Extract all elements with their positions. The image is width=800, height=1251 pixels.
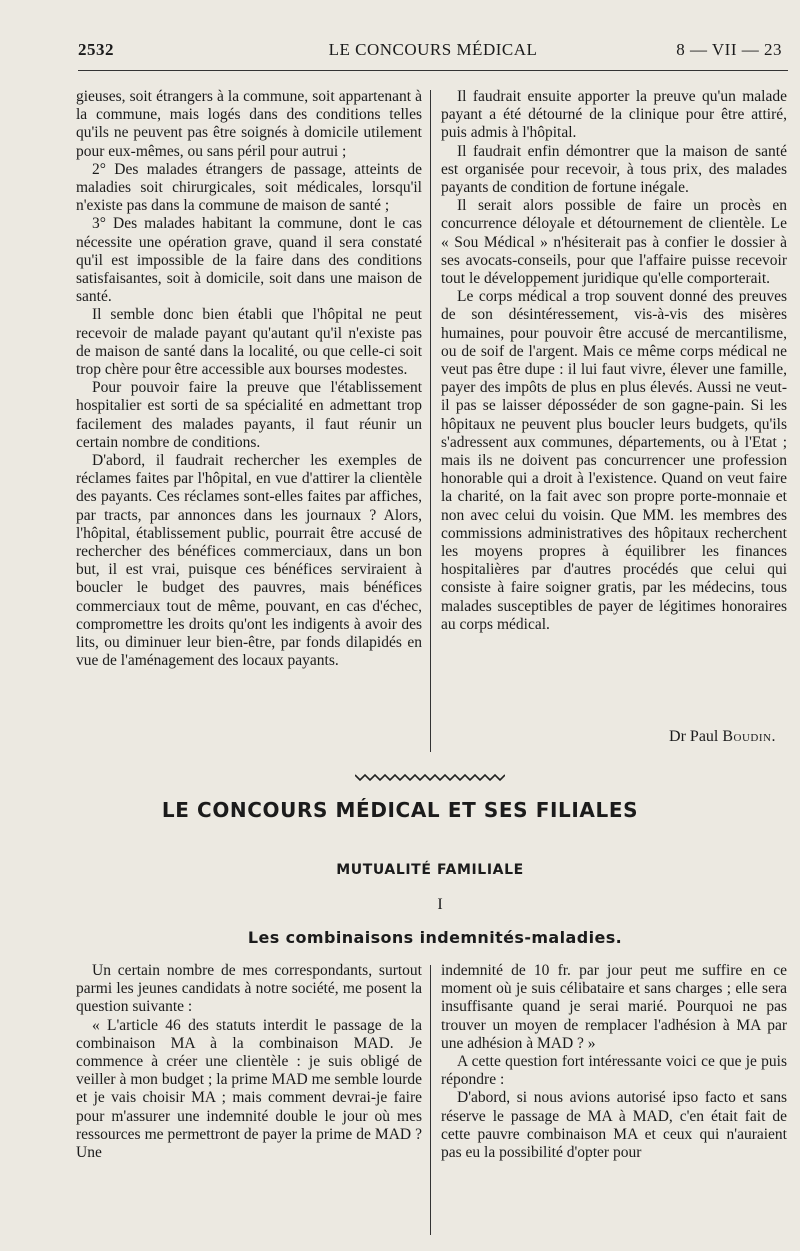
paragraph: Il faudrait ensuite apporter la preuve qu'un malade payant a été détourné de la clinique pour être attiré, puis admis à l'hôpital. <box>441 88 787 142</box>
paragraph: Pour pouvoir faire la preuve que l'établissement hospitalier est sorti de sa spécialité en admettant trop facilement des malades payants, il faut réunir un certain nombre de conditions. <box>76 379 422 451</box>
paragraph: Il serait alors possible de faire un procès en concurrence déloyale et détournement de clientèle. Le « Sou Médical » n'hésiterait pas à confier le dossier à ses avocats-conseils, pour que l'affaire puisse recevoir tout le développement juridique qu'elle comporterait. <box>441 197 787 288</box>
paragraph: Il semble donc bien établi que l'hôpital ne peut recevoir de malade payant qu'autant qu'il n'existe pas de maison de santé dans la localité, ou que celle-ci soit trop chère pour être accessible aux bourses modestes. <box>76 306 422 379</box>
paragraph: gieuses, soit étrangers à la commune, soit appartenant à la commune, mais logés dans des conditions telles qu'ils ne peuvent pas être soignés à domicile utilement pour eux-mêmes, ou sans péril pour autrui ; <box>76 88 422 160</box>
page-number: 2532 <box>78 40 114 59</box>
paragraph: A cette question fort intéressante voici ce que je puis répondre : <box>441 1053 787 1089</box>
separator-ornament <box>355 772 505 782</box>
paragraph: 2° Des malades étrangers de passage, atteints de maladies soit chirurgicales, soit médicales, lorsqu'il n'existe pas dans la commune de maison de santé ; <box>76 160 422 215</box>
issue-date: 8 — VII — 23 <box>676 40 782 59</box>
signature-prefix: Dr Paul <box>669 728 719 745</box>
paragraph: D'abord, si nous avions autorisé ipso facto et sans réserve le passage de MA à MAD, c'en était fait de cette pauvre combinaison MA et ceux qui n'auraient pas eu la possibilité d'opter pour <box>441 1089 787 1162</box>
paragraph: indemnité de 10 fr. par jour peut me suffire en ce moment où je suis célibataire et sans charges ; elle sera insuffisante quand je serai marié. Pourquoi ne pas trouver un moyen de remplacer l'adhésion à MA par une adhésion à MAD ? » <box>441 962 787 1052</box>
paragraph: Un certain nombre de mes correspondants, surtout parmi les jeunes candidats à notre société, me posent la question suivante : <box>76 962 422 1016</box>
article-top-left-column <box>76 88 422 671</box>
signature-name: Boudin. <box>722 728 776 745</box>
paragraph: Le corps médical a trop souvent donné des preuves de son désintéressement, vis-à-vis des misères humaines, pour pouvoir être accusé de mercantilisme, ou de soif de l'argent. Mais ce même corps médical ne veut pas être dupe : il lui faut vivre, élever une famille, payer des impôts de plus en plus élevés. Aussi ne veut-il pas se laisser déposséder de son gagne-pain. Si les hôpitaux ne peuvent plus boucler leurs budgets, qu'ils s'adressent aux communes, départements, ou à l'Etat ; mais ils ne doivent pas concurrencer une profession honorable qui a droit à l'existence. Quand on veut faire la charité, on la fait avec son propre porte-monnaie et non avec celui du voisin. Que MM. les membres des commissions administratives des hôpitaux recherchent les moyens propres à équilibrer les finances hospitalières par d'autres procédés que celui qui consiste à faire soigner gratis, par les médecins, tous malades susceptibles de payer de légitimes honoraires au corps médical. <box>441 288 787 633</box>
header-rule <box>78 70 788 71</box>
column-divider <box>430 965 431 1235</box>
article-top-right-column <box>441 88 787 634</box>
article-title: Les combinaisons indemnités-maladies. <box>247 928 623 947</box>
section-subtitle: MUTUALITÉ FAMILIALE <box>336 862 524 878</box>
paragraph: D'abord, il faudrait rechercher les exemples de réclames faites par l'hôpital, en vue d'attirer la clientèle des payants. Ces réclames sont-elles faites par affiches, par tracts, par annonces dans les journaux ? Alors, l'hôpital, établissement public, pourrait être accusé de rechercher des bénéfices commerciaux, dans un bon but, il est vrai, puisque ces bénéfices serviraient à boucler le budget des pauvres, mais bénéfices commerciaux tout de même, pouvant, en cas d'échec, compromettre les droits qu'ont les indigents à avoir des lits, ou diminuer leur bien-être, par fonds dilapidés en vue de l'aménagement des locaux payants. <box>76 452 422 670</box>
journal-title: LE CONCOURS MÉDICAL <box>328 40 538 59</box>
paragraph: Il faudrait enfin démontrer que la maison de santé est organisée pour recevoir, à tous prix, des malades payants de condition de fortune inégale. <box>441 142 787 197</box>
column-divider <box>430 90 431 752</box>
section-title: LE CONCOURS MÉDICAL ET SES FILIALES <box>161 798 639 822</box>
section-numeral: I <box>437 896 443 913</box>
paragraph: « L'article 46 des statuts interdit le passage de la combinaison MA à la combinaison MAD. Je commence à créer une clientèle : je suis obligé de veiller à mon budget ; la prime MAD me semble lourde et je vais choisir MA ; mais comment devrai-je faire pour m'assurer une indemnité double le jour où mes ressources me permettront de payer la prime de MAD ? Une <box>76 1016 422 1162</box>
author-signature <box>669 728 776 746</box>
page-header <box>78 40 788 68</box>
article-bottom-right-column <box>441 962 787 1162</box>
paragraph: 3° Des malades habitant la commune, dont le cas nécessite une opération grave, quand il sera constaté qu'il est impossible de la faire dans des conditions satisfaisantes, soit à domicile, soit dans une maison de santé. <box>76 215 422 306</box>
article-bottom-left-column <box>76 962 422 1162</box>
